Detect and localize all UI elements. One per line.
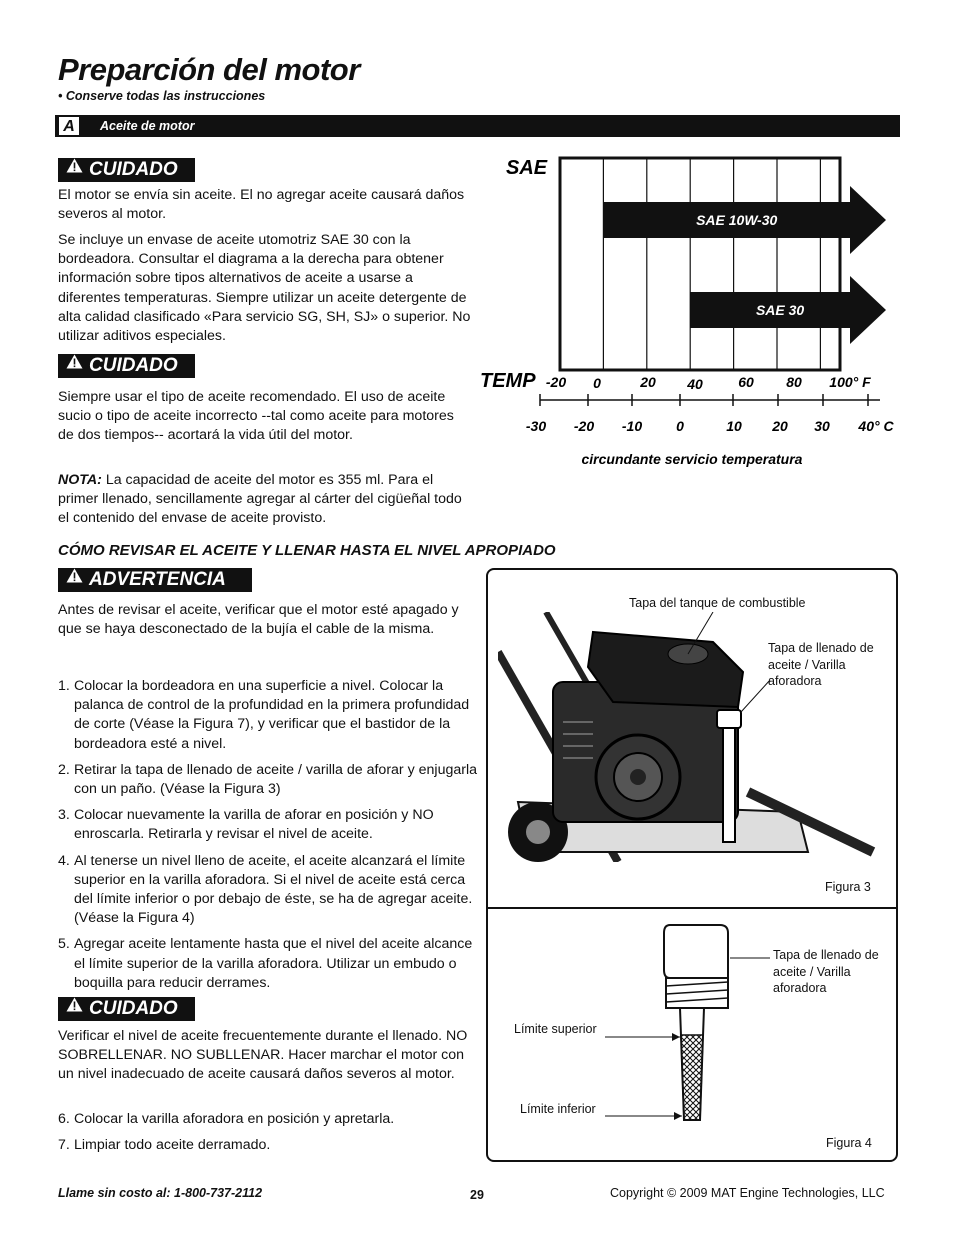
steps-list-2 bbox=[58, 1110, 484, 1155]
advertencia-label: ADVERTENCIA bbox=[89, 569, 226, 590]
f-tick-label: 60 bbox=[738, 374, 754, 390]
sae-temperature-chart bbox=[480, 150, 900, 475]
page-title: Preparción del motor bbox=[58, 52, 360, 87]
figure-4-caption: Figura 4 bbox=[826, 1136, 872, 1150]
f-tick-label: 80 bbox=[786, 374, 802, 390]
series-label: SAE 30 bbox=[755, 302, 805, 318]
warning-icon bbox=[66, 156, 83, 180]
list-item bbox=[58, 761, 484, 799]
c-tick-label: -10 bbox=[621, 418, 643, 434]
c-tick-label: 20 bbox=[772, 418, 788, 434]
c-tick-label: -30 bbox=[525, 418, 547, 434]
step-number: 7. bbox=[58, 1137, 70, 1154]
warning-icon bbox=[66, 352, 83, 376]
dipstick-cap bbox=[717, 710, 741, 728]
arrow-icon bbox=[674, 1112, 682, 1120]
c-tick-label: 30 bbox=[814, 418, 830, 434]
cuidado-text-1: El motor se envía sin aceite. El no agregar aceite causará daños severos al motor. bbox=[58, 187, 465, 223]
steps-list bbox=[58, 677, 484, 993]
list-item bbox=[58, 852, 484, 929]
cuidado-label: CUIDADO bbox=[89, 998, 178, 1019]
page-number: 29 bbox=[470, 1188, 484, 1202]
f-tick-label: 100° F bbox=[829, 374, 871, 390]
cuidado-text-3: Verificar el nivel de aceite frecuentemente durante el llenado. NO SOBRELLENAR. NO SUBLLENAR. Hacer marchar el motor con un nivel inadecuado de aceite causará daños severos al motor. bbox=[58, 1028, 468, 1083]
step-text: Colocar la bordeadora en una superficie a nivel. Colocar la palanca de control de la profundidad en la primera profundidad de corte (Véase la Figura 7), y verificar que el bastidor de la bordeadora esté a nivel. bbox=[74, 678, 470, 752]
f-tick-label: 0 bbox=[593, 375, 601, 391]
section-letter: A bbox=[58, 116, 80, 136]
cuidado-text-2: Siempre usar el tipo de aceite recomendado. El uso de aceite sucio o tipo de aceite incorrecto --tal como aceite para motores de dos tiempos-- acortará la vida útil del motor. bbox=[58, 389, 454, 444]
chart-xlabel: circundante servicio temperatura bbox=[581, 451, 803, 467]
nota-label: NOTA: bbox=[58, 472, 102, 488]
check-heading: CÓMO REVISAR EL ACEITE Y LLENAR HASTA EL NIVEL APROPIADO bbox=[58, 542, 556, 559]
step-text: Colocar nuevamente la varilla de aforar en posición y NO enroscarla. Retirarla y revisar el nivel de aceite. bbox=[74, 807, 434, 843]
c-tick-label: 0 bbox=[676, 418, 684, 434]
list-item bbox=[58, 1136, 484, 1155]
chart-ylabel: SAE bbox=[506, 157, 548, 179]
step-number: 5. bbox=[58, 936, 70, 953]
footer-copyright: Copyright © 2009 MAT Engine Technologies, LLC bbox=[610, 1186, 885, 1200]
label-oil-fill-cap: Tapa de llenado de aceite / Varilla aforadora bbox=[768, 641, 874, 688]
fuel-tank bbox=[588, 632, 743, 707]
step-number: 1. bbox=[58, 678, 70, 694]
list-item bbox=[58, 677, 484, 754]
series-label: SAE 10W-30 bbox=[696, 212, 778, 228]
cuidado-label: CUIDADO bbox=[89, 355, 178, 376]
f-tick-label: 20 bbox=[640, 374, 656, 390]
label-lower-limit: Límite inferior bbox=[520, 1102, 596, 1116]
dipstick-illustration bbox=[600, 920, 800, 1130]
list-item bbox=[58, 935, 484, 993]
wheel-hub bbox=[526, 820, 550, 844]
intro-text: Se incluye un envase de aceite utomotriz SAE 30 con la bordeadora. Consultar el diagrama a la derecha para obtener información sobre tipos alternativos de aceite a usarse a diferentes temperaturas. Siempre utilizar un aceite detergente de alta calidad clasificado «Para servicio SG, SH, SJ» o superior. No utilizar aditivos especiales. bbox=[58, 232, 471, 345]
leader-line bbox=[741, 680, 770, 712]
arrow-icon bbox=[672, 1033, 680, 1041]
section-label: Aceite de motor bbox=[100, 119, 195, 133]
dipstick-cap-head bbox=[664, 925, 728, 978]
warning-icon bbox=[66, 995, 83, 1019]
c-tick-label: 10 bbox=[726, 418, 742, 434]
label-dipstick-cap: Tapa de llenado de aceite / Varilla aforadora bbox=[773, 948, 879, 995]
step-text: Agregar aceite lentamente hasta que el nivel del aceite alcance el límite superior de la varilla aforadora. Utilizar un embudo o boquilla para reducir derrames. bbox=[74, 936, 473, 991]
chart-f-ticks bbox=[546, 374, 871, 392]
dipstick-hatch bbox=[681, 1035, 703, 1120]
step-text: Al tenerse un nivel lleno de aceite, el aceite alcanzará el límite superior en la varilla aforadora. Si el nivel de aceite está cerca del límite inferior o por debajo de éste, se ha de agregar aceite. (Véase la Figura 4) bbox=[74, 852, 473, 927]
f-tick-label: 40 bbox=[687, 376, 703, 392]
footer-phone: Llame sin costo al: 1-800-737-2112 bbox=[58, 1186, 263, 1200]
step-number: 4. bbox=[58, 852, 70, 869]
step-text: Retirar la tapa de llenado de aceite / varilla de aforar y enjugarla con un paño. (Véase la Figura 3) bbox=[74, 761, 478, 798]
c-tick-label: 40° C bbox=[858, 418, 894, 434]
advertencia-heading bbox=[58, 568, 252, 592]
starter-center bbox=[630, 769, 646, 785]
advertencia-text: Antes de revisar el aceite, verificar que el motor esté apagado y que se haya desconectado de la bujía el cable de la misma. bbox=[58, 602, 459, 638]
cuidado-heading-1 bbox=[58, 158, 195, 182]
cuidado-heading-3 bbox=[58, 997, 195, 1021]
page-subtitle: • Conserve todas las instrucciones bbox=[58, 89, 266, 103]
nota-text: La capacidad de aceite del motor es 355 ml. Para el primer llenado, sencillamente agregar al cárter del cigüeñal todo el contenido del envase de aceite provisto. bbox=[58, 472, 462, 527]
step-number: 3. bbox=[58, 807, 70, 824]
chart-frame bbox=[560, 158, 840, 370]
warning-icon bbox=[66, 566, 83, 590]
step-text: Limpiar todo aceite derramado. bbox=[74, 1137, 271, 1154]
f-tick-label: -20 bbox=[545, 374, 567, 390]
step-number: 6. bbox=[58, 1111, 70, 1127]
step-text: Colocar la varilla aforadora en posición y apretarla. bbox=[74, 1111, 395, 1127]
step-number: 2. bbox=[58, 761, 70, 778]
list-item bbox=[58, 1110, 484, 1129]
c-tick-label: -20 bbox=[573, 418, 595, 434]
chart-temp-label: TEMP bbox=[480, 370, 536, 392]
label-fuel-tank-cap: Tapa del tanque de combustible bbox=[629, 596, 806, 610]
list-item bbox=[58, 806, 484, 844]
label-upper-limit: Límite superior bbox=[514, 1022, 597, 1036]
figures-divider bbox=[486, 907, 898, 909]
nota-paragraph bbox=[58, 471, 473, 529]
cuidado-label: CUIDADO bbox=[89, 159, 178, 180]
cuidado-heading-2 bbox=[58, 354, 195, 378]
figure-3-caption: Figura 3 bbox=[825, 880, 871, 894]
chart-c-ticks bbox=[526, 418, 895, 434]
dipstick bbox=[723, 722, 735, 842]
